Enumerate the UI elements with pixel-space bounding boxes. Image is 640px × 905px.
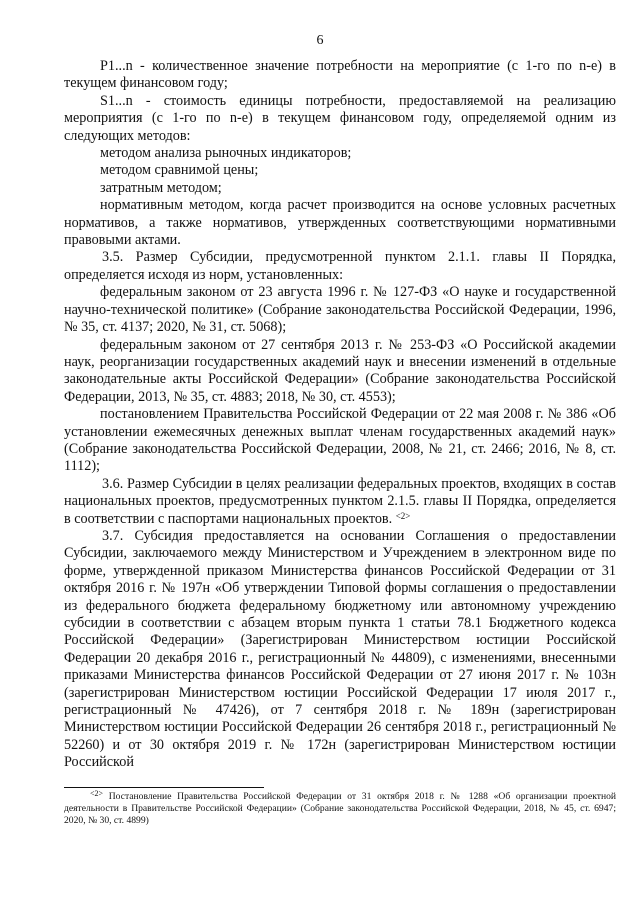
paragraph-s-definition: S1...n - стоимость единицы потребности, предоставляемой на реализацию мероприятия (с 1-го по n-е) в текущем финансовом году, определяемой одним из следующих методов: [64,92,616,144]
footnote-reference[interactable]: <2> [395,510,411,521]
paragraph-3-6-text: 3.6. Размер Субсидии в целях реализации федеральных проектов, входящих в состав национальных проектов, предусмотренных пунктом 2.1.5. главы II Порядка, определяется в соответствии с паспортами национальных проектов. [64,475,616,527]
footnote-divider [64,787,264,788]
paragraph-method-cost: затратным методом; [100,179,222,196]
paragraph-3-5: 3.5. Размер Субсидии, предусмотренной пунктом 2.1.1. главы II Порядка, определяется исходя из норм, установленных: [64,249,616,283]
paragraph-3-6 [64,476,616,528]
paragraph-decree-386: постановлением Правительства Российской Федерации от 22 мая 2008 г. № 386 «Об установлении ежемесячных денежных выплат членам государственных академий наук» (Собрание законодательства Российской Федерации, 2008, № 21, ст. 2466; 2016, № 8, ст. 1112); [64,406,616,475]
footnote [64,791,616,828]
document-body [64,58,616,772]
paragraph-method-normative: нормативным методом, когда расчет производится на основе условных расчетных нормативов, а также нормативов, утвержденных соответствующими нормативными правовыми актами. [64,197,616,249]
page-number: 6 [316,33,324,48]
footnote-marker: <2> [90,789,104,798]
paragraph-3-7: 3.7. Субсидия предоставляется на основании Соглашения о предоставлении Субсидии, заключаемого между Министерством и Учреждением в электронном виде по форме, утвержденной приказом Министерства финансов Российской Федерации от 31 октября 2016 г. № 197н «Об утверждении Типовой формы соглашения о предоставлении из федерального бюджета федеральному бюджетному или автономному учреждению субсидии в соответствии с абзацем вторым пункта 1 статьи 78.1 Бюджетного кодекса Российской Федерации» (Зарегистрирован Министерством юстиции Российской Федерации 20 декабря 2016 г., регистрационный № 44809), с изменениями, внесенными приказами Министерства финансов Российской Федерации от 27 июня 2017 г. № 103н (зарегистрирован Министерством юстиции Российской Федерации 17 июля 2017 г., регистрационный № 47426), от 7 сентября 2018 г. № 189н (зарегистрирован Министерством юстиции Российской Федерации 26 сентября 2018 г., регистрационный № 52260) и от 30 октября 2019 г. № 172н (зарегистрирован Министерством юстиции Российской [64,527,616,771]
paragraph-method-comparable: методом сравнимой цены; [100,162,259,179]
paragraph-p-definition: P1...n - количественное значение потребности на мероприятие (с 1-го по n-е) в текущем финансовом году; [64,58,616,92]
paragraph-law-127: федеральным законом от 23 августа 1996 г. № 127-ФЗ «О науке и государственной научно-технической политике» (Собрание законодательства Российской Федерации, 1996, № 35, ст. 4137; 2020, № 31, ст. 5068); [64,284,616,336]
paragraph-method-market: методом анализа рыночных индикаторов; [100,145,352,162]
footnote-text: Постановление Правительства Российской Федерации от 31 октября 2018 г. № 1288 «Об организации проектной деятельности в Правительстве Российской Федерации» (Собрание законодательства Российской Федерации, 2018, № 45, ст. 6947; 2020, № 30, ст. 4899) [64,791,617,827]
paragraph-law-253: федеральным законом от 27 сентября 2013 г. № 253-ФЗ «О Российской академии наук, реорганизации государственных академий наук и внесении изменений в отдельные законодательные акты Российской Федерации» (Собрание законодательства Российской Федерации, 2013, № 35, ст. 4883; 2018, № 30, ст. 4553); [64,336,616,405]
